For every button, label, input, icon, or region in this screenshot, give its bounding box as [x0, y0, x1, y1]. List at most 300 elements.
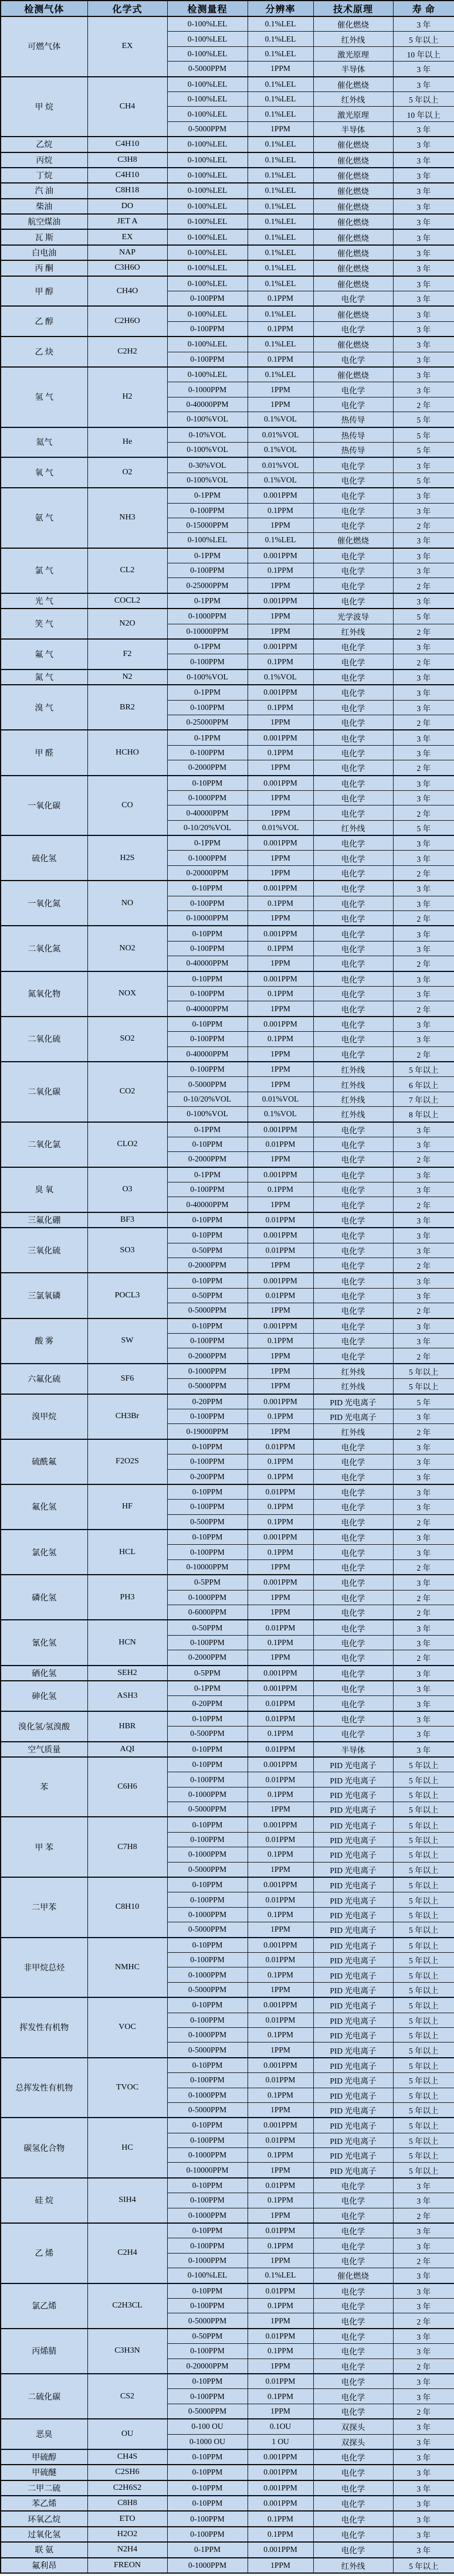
spec-row: [1, 685, 454, 700]
principle-cell: 电化学: [313, 2389, 393, 2404]
resolution-cell: 0.1PPM: [248, 1409, 313, 1423]
lifespan-cell: 5 年: [393, 1394, 454, 1409]
principle-cell: PID 光电离子: [313, 2118, 393, 2133]
range-cell: 0-100%LEL: [167, 214, 248, 229]
range-cell: 0-6000PPM: [167, 1605, 248, 1620]
range-cell: 0-1000PPM: [167, 1847, 248, 1862]
gas-name-cell: 硫化氢: [1, 835, 87, 881]
resolution-cell: 0.01PPM: [248, 2013, 313, 2027]
lifespan-cell: 5 年以上: [393, 2027, 454, 2042]
principle-cell: PID 光电离子: [313, 1938, 393, 1953]
lifespan-cell: 3 年: [393, 1167, 454, 1182]
principle-cell: 电化学: [313, 2313, 393, 2329]
range-cell: 0-1000PPM: [167, 2558, 248, 2573]
principle-cell: 红外线: [313, 1364, 393, 1379]
principle-cell: 催化燃烧: [313, 276, 393, 291]
spec-row: [1, 16, 454, 32]
range-cell: 0-10PPM: [167, 1997, 248, 2013]
gas-name-cell: 二甲二硫: [1, 2480, 87, 2496]
lifespan-cell: 5 年: [393, 473, 454, 488]
range-cell: 0-5PPM: [167, 1666, 248, 1681]
principle-cell: 电化学: [313, 2496, 393, 2511]
resolution-cell: 0.001PPM: [248, 2465, 313, 2480]
principle-cell: 电化学: [313, 1545, 393, 1559]
gas-name-cell: 乙烷: [1, 137, 87, 152]
spec-row: [1, 1167, 454, 1182]
principle-cell: 电化学: [313, 2358, 393, 2374]
principle-cell: 电化学: [313, 670, 393, 685]
gas-name-cell: 丙烯腈: [1, 2329, 87, 2374]
resolution-cell: 0.1PPM: [248, 1635, 313, 1650]
principle-cell: 电化学: [313, 2542, 393, 2557]
range-cell: 0-10/20%VOL: [167, 820, 248, 835]
gas-name-cell: 笑 气: [1, 609, 87, 639]
lifespan-cell: 5 年以上: [393, 1847, 454, 1862]
lifespan-cell: 3 年: [393, 941, 454, 956]
lifespan-cell: 7 年以上: [393, 1092, 454, 1106]
principle-cell: PID 光电离子: [313, 1847, 393, 1862]
lifespan-cell: 3 年: [393, 1137, 454, 1151]
resolution-cell: 0.01PPM: [248, 1288, 313, 1303]
principle-cell: 催化燃烧: [313, 214, 393, 229]
range-cell: 0-100PPM: [167, 291, 248, 307]
principle-cell: 电化学: [313, 2238, 393, 2253]
range-cell: 0-100PPM: [167, 1772, 248, 1787]
resolution-cell: 0.1PPM: [248, 654, 313, 670]
gas-name-cell: 一氧化碳: [1, 776, 87, 836]
range-cell: 0-25000PPM: [167, 715, 248, 730]
chemical-formula-cell: H2S: [87, 835, 167, 881]
gas-name-cell: 氟 气: [1, 639, 87, 670]
lifespan-cell: 3 年: [393, 337, 454, 352]
range-cell: 0-100PPM: [167, 1832, 248, 1847]
principle-cell: 电化学: [313, 1288, 393, 1303]
lifespan-cell: 2 年: [393, 1046, 454, 1062]
chemical-formula-cell: DO: [87, 199, 167, 214]
resolution-cell: 1 OU: [248, 2434, 313, 2449]
range-cell: 0-1PPM: [167, 1167, 248, 1182]
lifespan-cell: 3 年: [393, 321, 454, 337]
chemical-formula-cell: C2H4: [87, 2223, 167, 2283]
resolution-cell: 1PPM: [248, 1650, 313, 1666]
chemical-formula-cell: SIH4: [87, 2178, 167, 2223]
resolution-cell: 0.1%LEL: [248, 276, 313, 291]
resolution-cell: 0.1%LEL: [248, 260, 313, 276]
lifespan-cell: 3 年: [393, 776, 454, 791]
resolution-cell: 0.1PPM: [248, 1469, 313, 1484]
spec-row: [1, 2058, 454, 2073]
resolution-cell: 0.01PPM: [248, 1832, 313, 1847]
spec-row: [1, 488, 454, 503]
gas-name-cell: 苯: [1, 1757, 87, 1817]
lifespan-cell: 2 年: [393, 1001, 454, 1017]
lifespan-cell: 3 年: [393, 730, 454, 745]
resolution-cell: 0.01PPM: [248, 1742, 313, 1757]
chemical-formula-cell: AQI: [87, 1742, 167, 1757]
range-cell: 0-100PPM: [167, 2344, 248, 2358]
lifespan-cell: 3 年: [393, 2542, 454, 2557]
resolution-cell: 1PPM: [248, 624, 313, 639]
principle-cell: 电化学: [313, 956, 393, 971]
resolution-cell: 0.1%LEL: [248, 107, 313, 121]
principle-cell: PID 光电离子: [313, 2043, 393, 2058]
range-cell: 0-100%LEL: [167, 260, 248, 276]
principle-cell: 电化学: [313, 881, 393, 896]
range-cell: 0-100%LEL: [167, 367, 248, 382]
range-cell: 0-40000PPM: [167, 806, 248, 820]
resolution-cell: 0.1PPM: [248, 1182, 313, 1197]
principle-cell: 电化学: [313, 488, 393, 503]
chemical-formula-cell: C8H18: [87, 183, 167, 198]
principle-cell: 光学波导: [313, 609, 393, 624]
principle-cell: PID 光电离子: [313, 1802, 393, 1817]
range-cell: 0-100PPM: [167, 1062, 248, 1077]
spec-row: [1, 260, 454, 276]
spec-row: [1, 1681, 454, 1696]
gas-name-cell: 氮 气: [1, 670, 87, 685]
lifespan-cell: 5 年以上: [393, 1787, 454, 1802]
lifespan-cell: 3 年: [393, 835, 454, 851]
lifespan-cell: 3 年: [393, 1454, 454, 1469]
resolution-cell: 0.1PPM: [248, 896, 313, 910]
resolution-cell: 0.001PPM: [248, 730, 313, 745]
lifespan-cell: 5 年以上: [393, 1817, 454, 1832]
principle-cell: 电化学: [313, 1484, 393, 1500]
principle-cell: 电化学: [313, 1212, 393, 1228]
range-cell: 0-19000PPM: [167, 1424, 248, 1439]
gas-name-cell: 氮氧化物: [1, 971, 87, 1017]
range-cell: 0-10PPM: [167, 881, 248, 896]
principle-cell: 电化学: [313, 1303, 393, 1318]
resolution-cell: 0.001PPM: [248, 2496, 313, 2511]
gas-name-cell: 甲 苯: [1, 1817, 87, 1877]
lifespan-cell: 8 年以上: [393, 1107, 454, 1122]
resolution-cell: 0.001PPM: [248, 835, 313, 851]
lifespan-cell: 3 年: [393, 639, 454, 654]
resolution-cell: 0.001PPM: [248, 971, 313, 987]
resolution-cell: 0.1PPM: [248, 2027, 313, 2042]
principle-cell: 电化学: [313, 971, 393, 987]
principle-cell: 电化学: [313, 457, 393, 473]
lifespan-cell: 3 年: [393, 1696, 454, 1711]
resolution-cell: 0.01PPM: [248, 2133, 313, 2147]
principle-cell: 半导体: [313, 1742, 393, 1757]
range-cell: 0-1000PPM: [167, 1364, 248, 1379]
principle-cell: 电化学: [313, 1439, 393, 1454]
lifespan-cell: 3 年: [393, 2344, 454, 2358]
range-cell: 0-20000PPM: [167, 2358, 248, 2374]
range-cell: 0-1PPM: [167, 639, 248, 654]
lifespan-cell: 3 年: [393, 1017, 454, 1032]
spec-row: [1, 1364, 454, 1379]
lifespan-cell: 5 年: [393, 609, 454, 624]
gas-name-cell: 二氧化硫: [1, 1017, 87, 1062]
lifespan-cell: 3 年: [393, 62, 454, 77]
gas-name-cell: 白电油: [1, 245, 87, 260]
principle-cell: 电化学: [313, 700, 393, 715]
principle-cell: 红外线: [313, 820, 393, 835]
resolution-cell: 1PPM: [248, 2102, 313, 2118]
principle-cell: 电化学: [313, 987, 393, 1001]
range-cell: 0-100PPM: [167, 745, 248, 760]
chemical-formula-cell: NH3: [87, 488, 167, 548]
principle-cell: 电化学: [313, 321, 393, 337]
range-cell: 0-50PPM: [167, 1620, 248, 1635]
principle-cell: PID 光电离子: [313, 1832, 393, 1847]
resolution-cell: 0.1%LEL: [248, 306, 313, 321]
lifespan-cell: 3 年: [393, 260, 454, 276]
lifespan-cell: 3 年: [393, 593, 454, 609]
gas-name-cell: 氧 气: [1, 457, 87, 488]
range-cell: 0-100%LEL: [167, 77, 248, 92]
chemical-formula-cell: O3: [87, 1167, 167, 1212]
gas-name-cell: 乙 炔: [1, 337, 87, 367]
range-cell: 0-100%LEL: [167, 16, 248, 32]
principle-cell: 电化学: [313, 715, 393, 730]
spec-row: [1, 183, 454, 198]
range-cell: 0-1PPM: [167, 1122, 248, 1137]
range-cell: 0-100PPM: [167, 1635, 248, 1650]
principle-cell: 电化学: [313, 2253, 393, 2268]
range-cell: 0-100PPM: [167, 352, 248, 367]
principle-cell: PID 光电离子: [313, 1967, 393, 1982]
principle-cell: 催化燃烧: [313, 306, 393, 321]
range-cell: 0-5000PPM: [167, 62, 248, 77]
resolution-cell: 1PPM: [248, 1379, 313, 1394]
resolution-cell: 0.1PPM: [248, 1500, 313, 1514]
principle-cell: 催化燃烧: [313, 199, 393, 214]
range-cell: 0-100PPM: [167, 2238, 248, 2253]
spec-row: [1, 152, 454, 168]
lifespan-cell: 3 年: [393, 1727, 454, 1742]
principle-cell: 催化燃烧: [313, 16, 393, 32]
resolution-cell: 0.001PPM: [248, 1394, 313, 1409]
chemical-formula-cell: CH4O: [87, 276, 167, 307]
range-cell: 0-10PPM: [167, 2178, 248, 2193]
range-cell: 0-100PPM: [167, 503, 248, 518]
resolution-cell: 0.001PPM: [248, 1575, 313, 1590]
principle-cell: PID 光电离子: [313, 1997, 393, 2013]
range-cell: 0-100%VOL: [167, 670, 248, 685]
lifespan-cell: 5 年以上: [393, 1364, 454, 1379]
range-cell: 0-100%LEL: [167, 533, 248, 548]
lifespan-cell: 3 年: [393, 1500, 454, 1514]
principle-cell: 电化学: [313, 2511, 393, 2526]
lifespan-cell: 3 年: [393, 245, 454, 260]
lifespan-cell: 3 年: [393, 2329, 454, 2344]
resolution-cell: 0.01PPM: [248, 2283, 313, 2299]
principle-cell: PID 光电离子: [313, 1394, 393, 1409]
chemical-formula-cell: C2SH6: [87, 2465, 167, 2480]
resolution-cell: 0.001PPM: [248, 1122, 313, 1137]
chemical-formula-cell: C3H3N: [87, 2329, 167, 2374]
lifespan-cell: 3 年: [393, 1333, 454, 1348]
lifespan-cell: 3 年: [393, 926, 454, 941]
lifespan-cell: 3 年: [393, 1273, 454, 1288]
lifespan-cell: 3 年: [393, 2511, 454, 2526]
chemical-formula-cell: C4H10: [87, 137, 167, 152]
chemical-formula-cell: NAP: [87, 245, 167, 260]
lifespan-cell: 3 年: [393, 987, 454, 1001]
chemical-formula-cell: BR2: [87, 685, 167, 730]
lifespan-cell: 5 年以上: [393, 2102, 454, 2118]
gas-name-cell: 一氧化氮: [1, 881, 87, 926]
range-cell: 0-10PPM: [167, 1530, 248, 1545]
lifespan-cell: 2 年: [393, 1303, 454, 1318]
resolution-cell: 1PPM: [248, 1001, 313, 1017]
resolution-cell: 0.001PPM: [248, 2058, 313, 2073]
gas-name-cell: 挥发性有机物: [1, 1997, 87, 2058]
resolution-cell: 0.1%LEL: [248, 367, 313, 382]
range-cell: 0-2000PPM: [167, 1650, 248, 1666]
principle-cell: 电化学: [313, 1046, 393, 1062]
principle-cell: 半导体: [313, 121, 393, 137]
principle-cell: PID 光电离子: [313, 2148, 393, 2163]
lifespan-cell: 3 年: [393, 1409, 454, 1423]
chemical-formula-cell: HCHO: [87, 730, 167, 775]
spec-row: [1, 1318, 454, 1334]
range-cell: 0-50PPM: [167, 1243, 248, 1258]
principle-cell: PID 光电离子: [313, 2073, 393, 2088]
principle-cell: 电化学: [313, 1514, 393, 1530]
principle-cell: 电化学: [313, 1318, 393, 1334]
resolution-cell: 1PPM: [248, 1605, 313, 1620]
range-cell: 0-100PPM: [167, 1953, 248, 1967]
chemical-formula-cell: N2O: [87, 609, 167, 639]
resolution-cell: 0.1PPM: [248, 2088, 313, 2102]
lifespan-cell: 3 年: [393, 1742, 454, 1757]
resolution-cell: 0.1PPM: [248, 1545, 313, 1559]
spec-row: [1, 168, 454, 183]
resolution-cell: 1PPM: [248, 1982, 313, 1997]
resolution-cell: 1PPM: [248, 2163, 313, 2178]
resolution-cell: 0.1%LEL: [248, 137, 313, 152]
lifespan-cell: 5 年: [393, 820, 454, 835]
resolution-cell: 0.1PPM: [248, 503, 313, 518]
lifespan-cell: 5 年以上: [393, 1862, 454, 1877]
range-cell: 0-1PPM: [167, 1681, 248, 1696]
principle-cell: 激光原理: [313, 46, 393, 61]
lifespan-cell: 3 年: [393, 2480, 454, 2496]
principle-cell: PID 光电离子: [313, 1877, 393, 1892]
spec-row: [1, 2329, 454, 2344]
range-cell: 0-100%VOL: [167, 442, 248, 457]
range-cell: 0-40000PPM: [167, 1001, 248, 1017]
principle-cell: PID 光电离子: [313, 1982, 393, 1997]
lifespan-cell: 3 年: [393, 563, 454, 578]
principle-cell: 热传导: [313, 412, 393, 427]
range-cell: 0-100%LEL: [167, 2268, 248, 2283]
lifespan-cell: 3 年: [393, 77, 454, 92]
range-cell: 0-100PPM: [167, 896, 248, 910]
chemical-formula-cell: F2: [87, 639, 167, 670]
resolution-cell: 1PPM: [248, 2404, 313, 2419]
resolution-cell: 1PPM: [248, 397, 313, 412]
principle-cell: 电化学: [313, 1228, 393, 1243]
range-cell: 0-10PPM: [167, 776, 248, 791]
range-cell: 0-100PPM: [167, 1892, 248, 1907]
range-cell: 0-10PPM: [167, 1742, 248, 1757]
gas-name-cell: 环氧乙烷: [1, 2511, 87, 2526]
resolution-cell: 0.1PPM: [248, 745, 313, 760]
range-cell: 0-100PPM: [167, 2013, 248, 2027]
lifespan-cell: 3 年: [393, 971, 454, 987]
spec-row: [1, 1530, 454, 1545]
range-cell: 0-1000PPM: [167, 1967, 248, 1982]
resolution-cell: 0.1%LEL: [248, 2268, 313, 2283]
chemical-formula-cell: F2O2S: [87, 1439, 167, 1484]
resolution-cell: 1PPM: [248, 382, 313, 397]
lifespan-cell: 5 年以上: [393, 1757, 454, 1772]
range-cell: 0-100%VOL: [167, 473, 248, 488]
spec-row: [1, 2558, 454, 2573]
principle-cell: 电化学: [313, 730, 393, 745]
resolution-cell: 0.001PPM: [248, 1681, 313, 1696]
range-cell: 0-1000PPM: [167, 1787, 248, 1802]
principle-cell: 电化学: [313, 1167, 393, 1182]
range-cell: 0-100PPM: [167, 700, 248, 715]
lifespan-cell: 5 年以上: [393, 2013, 454, 2027]
range-cell: 0-20PPM: [167, 1696, 248, 1711]
resolution-cell: 0.1%LEL: [248, 337, 313, 352]
range-cell: 0-5000PPM: [167, 1802, 248, 1817]
principle-cell: 红外线: [313, 624, 393, 639]
chemical-formula-cell: H2: [87, 367, 167, 427]
chemical-formula-cell: CH4S: [87, 2449, 167, 2465]
lifespan-cell: 5 年以上: [393, 2043, 454, 2058]
resolution-cell: 0.001PPM: [248, 2118, 313, 2133]
principle-cell: 电化学: [313, 1650, 393, 1666]
spec-row: [1, 2223, 454, 2238]
spec-row: [1, 214, 454, 229]
lifespan-cell: 3 年: [393, 291, 454, 307]
range-cell: 0-100PPM: [167, 1454, 248, 1469]
range-cell: 0-100PPM: [167, 2527, 248, 2542]
principle-cell: 催化燃烧: [313, 337, 393, 352]
lifespan-cell: 3 年: [393, 2283, 454, 2299]
chemical-formula-cell: NMHC: [87, 1938, 167, 1998]
lifespan-cell: 5 年以上: [393, 1772, 454, 1787]
gas-name-cell: 三氟化硼: [1, 1212, 87, 1228]
header-resolution: 分辨率: [248, 1, 313, 16]
range-cell: 0-100PPM: [167, 321, 248, 337]
gas-name-cell: 乙 烯: [1, 2223, 87, 2283]
resolution-cell: 0.001PPM: [248, 776, 313, 791]
resolution-cell: 1PPM: [248, 806, 313, 820]
lifespan-cell: 2 年: [393, 806, 454, 820]
lifespan-cell: 3 年: [393, 2449, 454, 2465]
gas-name-cell: 氟利昂: [1, 2558, 87, 2573]
lifespan-cell: 3 年: [393, 670, 454, 685]
range-cell: 0-1000PPM: [167, 790, 248, 805]
spec-row: [1, 1228, 454, 1243]
resolution-cell: 0.001PPM: [248, 685, 313, 700]
lifespan-cell: 5 年以上: [393, 1922, 454, 1938]
chemical-formula-cell: HCN: [87, 1620, 167, 1665]
resolution-cell: 0.1%LEL: [248, 91, 313, 106]
principle-cell: 电化学: [313, 1635, 393, 1650]
resolution-cell: 1PPM: [248, 578, 313, 593]
principle-cell: 电化学: [313, 2178, 393, 2193]
lifespan-cell: 3 年: [393, 1575, 454, 1590]
spec-row: [1, 2283, 454, 2299]
lifespan-cell: 3 年: [393, 1288, 454, 1303]
range-cell: 0-10PPM: [167, 2496, 248, 2511]
lifespan-cell: 3 年: [393, 1666, 454, 1681]
lifespan-cell: 2 年: [393, 2253, 454, 2268]
resolution-cell: 1PPM: [248, 865, 313, 881]
gas-name-cell: 乙 醇: [1, 306, 87, 337]
